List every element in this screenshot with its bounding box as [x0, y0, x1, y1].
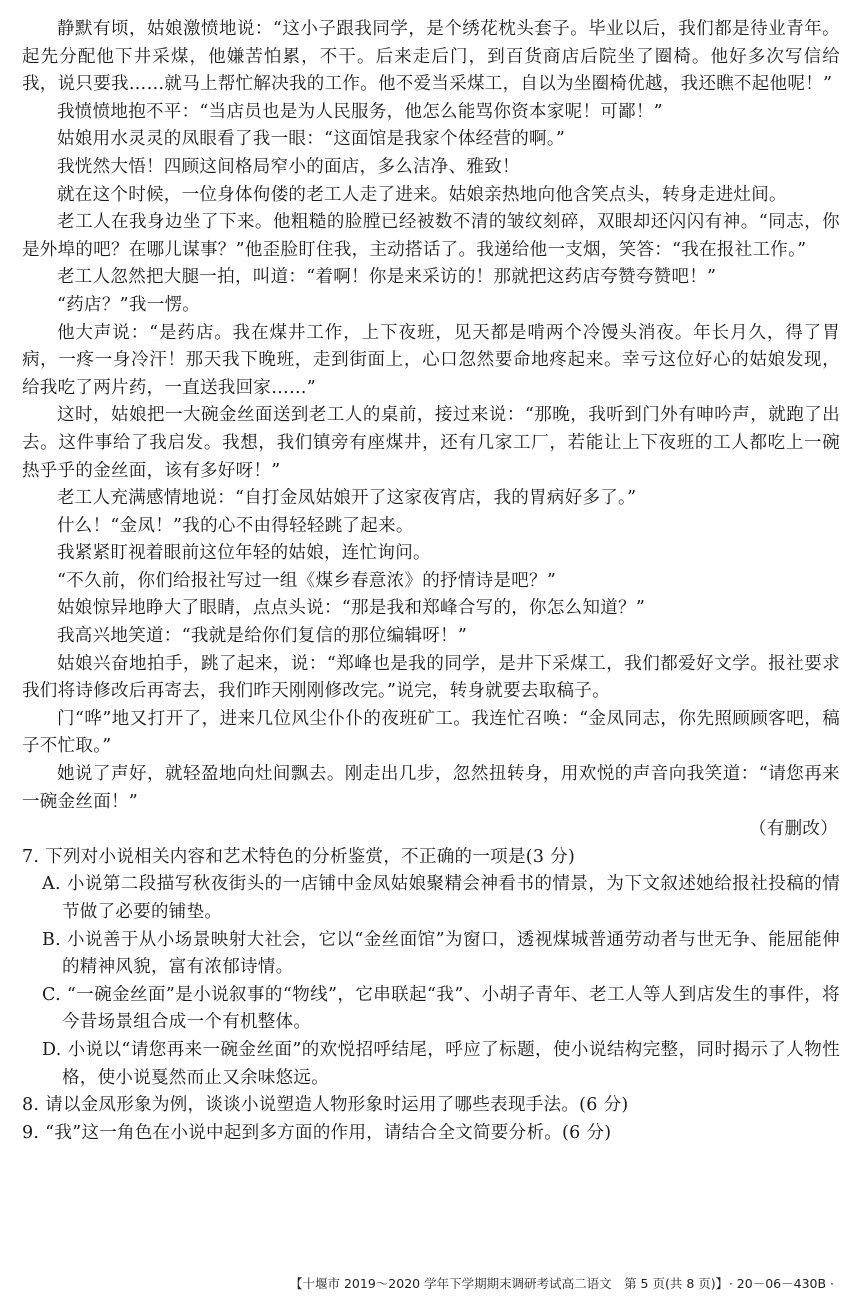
story-paragraph: 老工人忽然把大腿一拍，叫道：“着啊！你是来采访的！那就把这药店夸赞夸赞吧！”: [57, 267, 717, 288]
story-text: [22, 16, 840, 816]
question-7-option: A. 小说第二段描写秋夜街头的一店铺中金凤姑娘聚精会神看书的情景，为下文叙述她给报社投稿的情节做了必要的铺垫。: [42, 874, 840, 922]
story-paragraph: 老工人在我身边坐了下来。他粗糙的脸膛已经被数不清的皱纹刻碎，双眼却还闪闪有神。“同志，你是外埠的吧？在哪儿谋事？”他歪脸盯住我，主动搭话了。我递给他一支烟，笑答：“我在报社工作。”: [22, 212, 840, 260]
question-8: 8. 请以金凤形象为例，谈谈小说塑造人物形象时运用了哪些表现手法。(6 分): [22, 1095, 629, 1116]
story-paragraph: 我恍然大悟！四顾这间格局窄小的面店，多么洁净、雅致！: [57, 156, 520, 177]
story-paragraph: 就在这个时候，一位身体佝偻的老工人走了进来。姑娘亲热地向他含笑点头，转身走进灶间。: [57, 184, 787, 205]
question-9: 9. “我”这一角色在小说中起到多方面的作用，请结合全文简要分析。(6 分): [22, 1122, 612, 1143]
story-paragraph: 什么！“金凤！”我的心不由得轻轻跳了起来。: [57, 515, 414, 536]
story-paragraph: “药店？”我一愣。: [57, 294, 201, 315]
question-7-stem: 7. 下列对小说相关内容和艺术特色的分析鉴赏，不正确的一项是(3 分): [22, 846, 576, 867]
question-7-option: B. 小说善于从小场景映射大社会，它以“金丝面馆”为窗口，透视煤城普通劳动者与世无争、能屈能伸的精神风貌，富有浓郁诗情。: [42, 929, 840, 978]
story-paragraph: 这时，姑娘把一大碗金丝面送到老工人的桌前，接过来说：“那晚，我听到门外有呻吟声，就跑了出去。这件事给了我启发。我想，我们镇旁有座煤井，还有几家工厂，若能让上下夜班的工人都吃上一碗热乎乎的金丝面，该有多好呀！”: [22, 405, 840, 481]
exam-page: [22, 16, 840, 1147]
footer-code: · 20－06－430B ·: [728, 1276, 834, 1291]
story-paragraph: 他大声说：“是药店。我在煤井工作，上下夜班，见天都是啃两个冷馒头消夜。年长月久，得了胃病，一疼一身冷汗！那天我下晚班，走到街面上，心口忽然要命地疼起来。幸亏这位好心的姑娘发现，给我吃了两片药，一直送我回家……”: [22, 322, 840, 398]
story-paragraph: 姑娘用水灵灵的凤眼看了我一眼：“这面馆是我家个体经营的啊。”: [57, 129, 566, 150]
story-paragraph: 她说了声好，就轻盈地向灶间飘去。刚走出几步，忽然扭转身，用欢悦的声音向我笑道：“请您再来一碗金丝面！”: [22, 764, 840, 812]
story-paragraph: 姑娘惊异地睁大了眼睛，点点头说：“那是我和郑峰合写的，你怎么知道？”: [57, 598, 646, 619]
footer-exam-info: 【十堰市 2019～2020 学年下学期期末调研考试高二语文 第 5 页(共 8 页)】: [290, 1276, 729, 1291]
story-paragraph: 老工人充满感情地说：“自打金凤姑娘开了这家夜宵店，我的胃病好多了。”: [57, 488, 637, 509]
question-7-option: C. “一碗金丝面”是小说叙事的“物线”，它串联起“我”、小胡子青年、老工人等人到店发生的事件，将今昔场景组合成一个有机整体。: [42, 984, 840, 1033]
story-paragraph: “不久前，你们给报社写过一组《煤乡春意浓》的抒情诗是吧？”: [57, 570, 557, 591]
question-7-options: [22, 871, 840, 1092]
story-paragraph: 我紧紧盯视着眼前这位年轻的姑娘，连忙询问。: [57, 543, 431, 564]
source-note: （有删改）: [749, 819, 838, 840]
story-paragraph: 门“哗”地又打开了，进来几位风尘仆仆的夜班矿工。我连忙召唤：“金凤同志，你先照顾顾客吧，稿子不忙取。”: [22, 708, 840, 757]
page-footer: [0, 1270, 860, 1294]
story-paragraph: 静默有顷，姑娘激愤地说：“这小子跟我同学，是个绣花枕头套子。毕业以后，我们都是待业青年。起先分配他下井采煤，他嫌苦怕累，不干。后来走后门，到百货商店后院坐了圈椅。他好多次写信给我，说只要我……就马上帮忙解决我的工作。他不爱当采煤工，自以为坐圈椅优越，我还瞧不起他呢！”: [22, 19, 840, 95]
story-paragraph: 姑娘兴奋地拍手，跳了起来，说：“郑峰也是我的同学，是井下采煤工，我们都爱好文学。报社要求我们将诗修改后再寄去，我们昨天刚刚修改完。”说完，转身就要去取稿子。: [22, 653, 840, 702]
question-7-option: D. 小说以“请您再来一碗金丝面”的欢悦招呼结尾，呼应了标题，使小说结构完整，同时揭示了人物性格，使小说戛然而止又余味悠远。: [42, 1039, 840, 1088]
story-paragraph: 我高兴地笑道：“我就是给你们复信的那位编辑呀！”: [57, 626, 468, 647]
story-paragraph: 我愤愤地抱不平：“当店员也是为人民服务，他怎么能骂你资本家呢！可鄙！”: [57, 101, 663, 122]
